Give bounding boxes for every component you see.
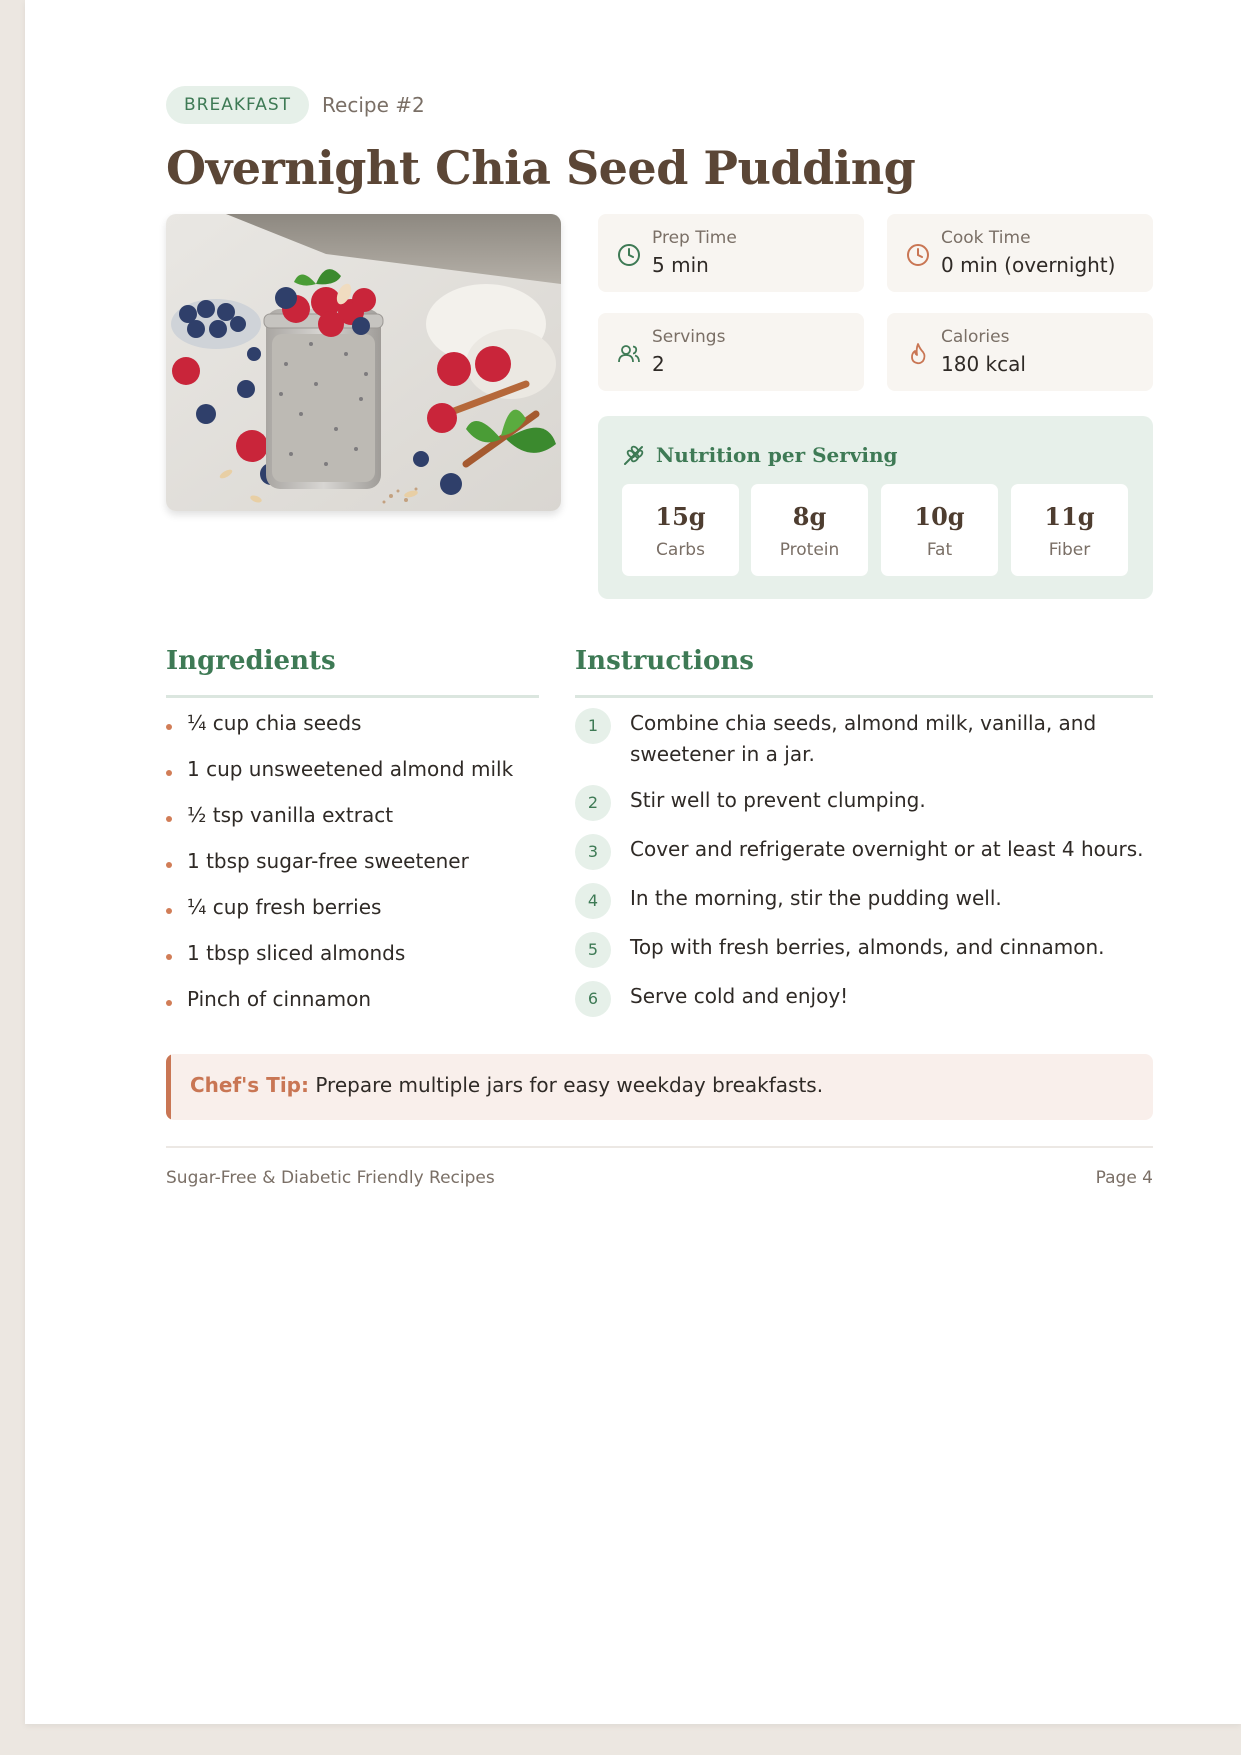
tip-accent-bar bbox=[166, 1054, 171, 1120]
step-text: Top with fresh berries, almonds, and cinnamon. bbox=[630, 935, 1105, 959]
step-item bbox=[575, 834, 1153, 883]
footer-divider bbox=[166, 1146, 1153, 1148]
list-item: ½ tsp vanilla extract bbox=[166, 800, 538, 846]
page-content bbox=[166, 86, 1153, 1188]
bullet-icon bbox=[166, 770, 172, 776]
step-item bbox=[575, 785, 1153, 834]
step-number: 6 bbox=[575, 981, 611, 1017]
recipe-overview bbox=[166, 214, 1153, 614]
users-icon bbox=[616, 341, 642, 367]
stat-label: Calories bbox=[941, 327, 1010, 347]
nutrition-label: Protein bbox=[779, 540, 840, 560]
stat-prep-time bbox=[598, 214, 864, 292]
nutrition-label: Fiber bbox=[1048, 540, 1091, 560]
step-text: Serve cold and enjoy! bbox=[630, 984, 849, 1008]
tip-text bbox=[190, 1073, 823, 1097]
step-number: 1 bbox=[575, 708, 611, 744]
instructions-list bbox=[575, 708, 1153, 1030]
category-badge: BREAKFAST bbox=[166, 86, 309, 124]
step-item bbox=[575, 883, 1153, 932]
list-item: ¼ cup fresh berries bbox=[166, 892, 538, 938]
stat-calories bbox=[887, 313, 1153, 391]
step-number: 4 bbox=[575, 883, 611, 919]
instructions-divider bbox=[575, 695, 1153, 698]
list-item: ¼ cup chia seeds bbox=[166, 708, 538, 754]
nutrition-header bbox=[622, 442, 898, 468]
flame-icon bbox=[905, 341, 931, 367]
nutrition-protein bbox=[751, 484, 868, 576]
bullet-icon bbox=[166, 1000, 172, 1006]
tip-body: Prepare multiple jars for easy weekday breakfasts. bbox=[308, 1073, 824, 1097]
recipe-header bbox=[166, 86, 1153, 124]
wheat-icon bbox=[622, 443, 646, 467]
list-item: Pinch of cinnamon bbox=[166, 984, 538, 1030]
step-number: 2 bbox=[575, 785, 611, 821]
step-item bbox=[575, 708, 1153, 785]
stat-label: Servings bbox=[652, 327, 726, 347]
step-item bbox=[575, 981, 1153, 1030]
list-item: 1 tbsp sliced almonds bbox=[166, 938, 538, 984]
ingredients-list bbox=[166, 708, 538, 1030]
bullet-icon bbox=[166, 954, 172, 960]
bullet-icon bbox=[166, 724, 172, 730]
clock-icon bbox=[616, 242, 642, 268]
chefs-tip bbox=[166, 1054, 1153, 1120]
nutrition-label: Carbs bbox=[656, 540, 705, 560]
nutrition-value: 11g bbox=[1044, 502, 1095, 531]
step-text: Cover and refrigerate overnight or at least 4 hours. bbox=[630, 837, 1144, 861]
recipe-photo bbox=[166, 214, 561, 511]
step-number: 3 bbox=[575, 834, 611, 870]
nutrition-label: Fat bbox=[926, 540, 953, 560]
stat-label: Cook Time bbox=[941, 228, 1031, 248]
recipe-page bbox=[25, 0, 1241, 1724]
stat-servings bbox=[598, 313, 864, 391]
step-text: Combine chia seeds, almond milk, vanilla, and sweetener in a jar. bbox=[630, 711, 1097, 766]
stat-label: Prep Time bbox=[652, 228, 737, 248]
clock-icon bbox=[905, 242, 931, 268]
stat-value: 180 kcal bbox=[941, 352, 1026, 376]
nutrition-carbs bbox=[622, 484, 739, 576]
nutrition-value: 10g bbox=[914, 502, 965, 531]
instructions-heading: Instructions bbox=[575, 646, 754, 676]
ingredients-heading: Ingredients bbox=[166, 646, 336, 676]
recipe-title: Overnight Chia Seed Pudding bbox=[166, 141, 916, 195]
recipe-number: Recipe #2 bbox=[322, 93, 425, 117]
step-item bbox=[575, 932, 1153, 981]
nutrition-fat bbox=[881, 484, 998, 576]
page-number: Page 4 bbox=[1095, 1168, 1153, 1188]
chia-pudding-image bbox=[166, 214, 561, 511]
stat-cook-time bbox=[887, 214, 1153, 292]
bullet-icon bbox=[166, 862, 172, 868]
nutrition-title: Nutrition per Serving bbox=[656, 443, 898, 467]
stat-value: 2 bbox=[652, 352, 665, 376]
recipe-body bbox=[166, 646, 1153, 1026]
stat-value: 5 min bbox=[652, 253, 709, 277]
bullet-icon bbox=[166, 816, 172, 822]
step-number: 5 bbox=[575, 932, 611, 968]
nutrition-value: 8g bbox=[792, 502, 827, 531]
stat-value: 0 min (overnight) bbox=[941, 253, 1116, 277]
list-item: 1 cup unsweetened almond milk bbox=[166, 754, 538, 800]
step-text: In the morning, stir the pudding well. bbox=[630, 886, 1002, 910]
tip-lead: Chef's Tip: bbox=[190, 1073, 309, 1097]
list-item: 1 tbsp sugar-free sweetener bbox=[166, 846, 538, 892]
nutrition-panel bbox=[598, 416, 1153, 599]
step-text: Stir well to prevent clumping. bbox=[630, 788, 926, 812]
nutrition-value: 15g bbox=[655, 502, 706, 531]
footer-title: Sugar-Free & Diabetic Friendly Recipes bbox=[166, 1168, 495, 1188]
ingredients-divider bbox=[166, 695, 539, 698]
nutrition-fiber bbox=[1011, 484, 1128, 576]
bullet-icon bbox=[166, 908, 172, 914]
